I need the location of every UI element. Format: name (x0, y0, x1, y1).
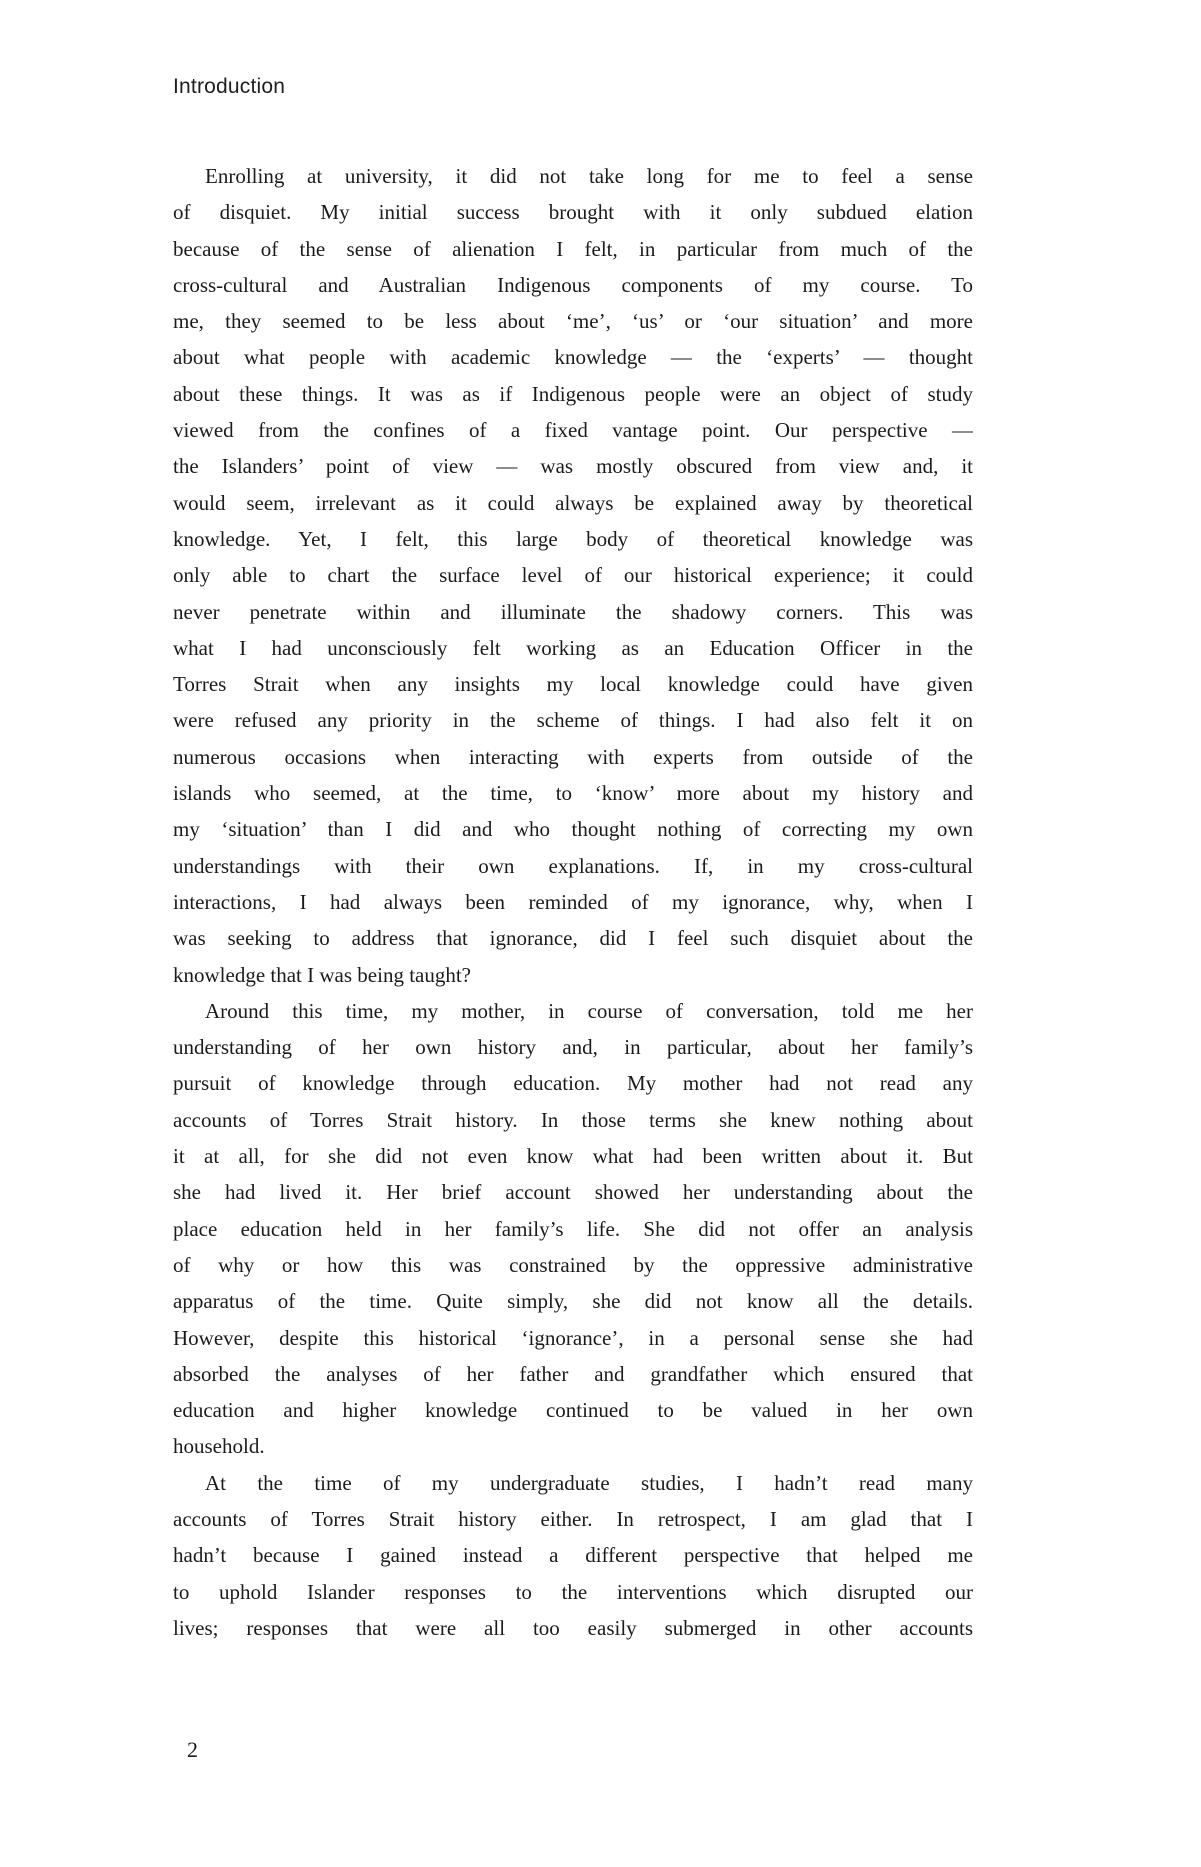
text-line: was seeking to address that ignorance, did I feel such disquiet about the (173, 926, 973, 951)
text-line: Enrolling at university, it did not take long for me to feel a sense (205, 164, 973, 188)
text-line: understanding of her own history and, in particular, about her family’s (173, 1035, 973, 1060)
text-line: were refused any priority in the scheme of things. I had also felt it on (173, 708, 973, 733)
text-line: Around this time, my mother, in course of conversation, told me her (205, 998, 973, 1023)
running-header: Introduction (173, 75, 286, 98)
text-line: However, despite this historical ‘ignorance’, in a personal sense she had (173, 1325, 973, 1350)
text-line: the Islanders’ point of view — was mostly obscured from view and, it (173, 454, 973, 479)
text-line: to uphold Islander responses to the interventions which disrupted our (173, 1579, 973, 1604)
page-number: 2 (187, 1737, 198, 1762)
text-line: what I had unconsciously felt working as an Education Officer in the (173, 635, 973, 660)
text-line: accounts of Torres Strait history. In those terms she knew nothing about (173, 1107, 973, 1132)
text-line: accounts of Torres Strait history either. In retrospect, I am glad that I (173, 1506, 973, 1531)
text-line: apparatus of the time. Quite simply, she did not know all the details. (173, 1289, 973, 1314)
text-line: about what people with academic knowledge — the ‘experts’ — thought (173, 345, 973, 370)
paragraph (173, 993, 973, 1465)
text-line: only able to chart the surface level of our historical experience; it could (173, 563, 973, 588)
text-line: viewed from the confines of a fixed vantage point. Our perspective — (173, 418, 973, 443)
text-line: knowledge that I was being taught? (173, 962, 471, 987)
paragraph (173, 158, 973, 993)
text-line: household. (173, 1434, 265, 1459)
text-line: it at all, for she did not even know what had been written about it. But (173, 1144, 973, 1169)
text-line: pursuit of knowledge through education. My mother had not read any (173, 1071, 973, 1096)
text-line: of disquiet. My initial success brought with it only subdued elation (173, 200, 973, 225)
text-line: lives; responses that were all too easily submerged in other accounts (173, 1615, 973, 1640)
text-line: Torres Strait when any insights my local knowledge could have given (173, 672, 973, 697)
text-line: understandings with their own explanations. If, in my cross-cultural (173, 853, 973, 878)
text-line: numerous occasions when interacting with experts from outside of the (173, 744, 973, 769)
text-line: about these things. It was as if Indigenous people were an object of study (173, 381, 973, 406)
text-line: would seem, irrelevant as it could always be explained away by theoretical (173, 490, 973, 515)
text-line: never penetrate within and illuminate the shadowy corners. This was (173, 599, 973, 624)
text-line: my ‘situation’ than I did and who thought nothing of correcting my own (173, 817, 973, 842)
text-line: of why or how this was constrained by the oppressive administrative (173, 1252, 973, 1277)
text-line: cross-cultural and Australian Indigenous components of my course. To (173, 272, 973, 297)
text-line: because of the sense of alienation I felt, in particular from much of the (173, 236, 973, 261)
text-line: absorbed the analyses of her father and grandfather which ensured that (173, 1361, 973, 1386)
text-line: education and higher knowledge continued to be valued in her own (173, 1398, 973, 1423)
text-line: hadn’t because I gained instead a different perspective that helped me (173, 1543, 973, 1568)
text-line: At the time of my undergraduate studies, I hadn’t read many (205, 1470, 973, 1495)
text-line: place education held in her family’s life. She did not offer an analysis (173, 1216, 973, 1241)
text-line: knowledge. Yet, I felt, this large body of theoretical knowledge was (173, 526, 973, 551)
text-line: me, they seemed to be less about ‘me’, ‘us’ or ‘our situation’ and more (173, 309, 973, 334)
text-line: islands who seemed, at the time, to ‘know’ more about my history and (173, 781, 973, 806)
text-line: interactions, I had always been reminded of my ignorance, why, when I (173, 889, 973, 914)
body-text (173, 158, 973, 1646)
text-line: she had lived it. Her brief account showed her understanding about the (173, 1180, 973, 1205)
paragraph (173, 1465, 973, 1646)
